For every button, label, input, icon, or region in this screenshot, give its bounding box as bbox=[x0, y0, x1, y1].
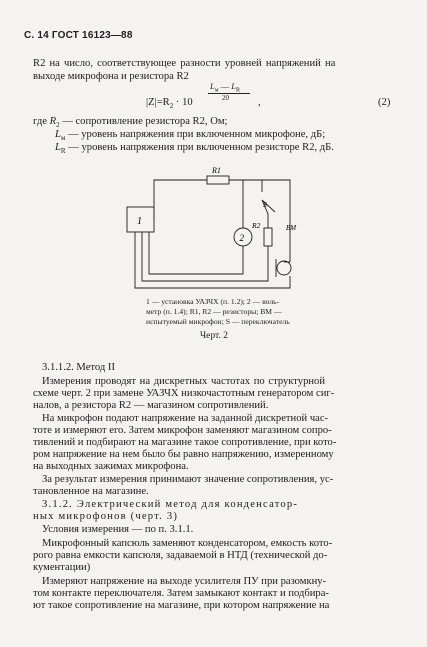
where-line-2: $L_м$ — уровень напряжения при включенном микрофоне, дБ; bbox=[55, 129, 326, 143]
para-5-line-1: Микрофонный капсюль заменяют конденсатором, емкость кото- bbox=[42, 538, 333, 549]
para-4-line-1: Условия измерения — по п. 3.1.1. bbox=[42, 524, 194, 535]
para-5-line-3: кументации) bbox=[33, 562, 91, 573]
para-1-line-2: схеме черт. 2 при замене УАЗЧХ низкочастотным генератором сиг- bbox=[33, 388, 335, 399]
label-r1: R1 bbox=[212, 166, 221, 175]
para-2-line-3: тивлений и подбирают на магазине такое сопротивление, при кото- bbox=[33, 437, 337, 448]
wire-r2-branch bbox=[262, 180, 268, 274]
para-2-line-1: На микрофон подают напряжение на заданной дискретной час- bbox=[42, 413, 329, 424]
where-line-1: где $R_2$ — сопротивление резистора R2, Ом; bbox=[33, 116, 228, 130]
wire-top bbox=[154, 180, 290, 262]
wire-bottom-3 bbox=[149, 232, 243, 274]
para-6-line-3: ют такое сопротивление на магазине, при котором напряжение на bbox=[33, 600, 330, 611]
label-r2: R2 bbox=[252, 221, 261, 230]
formula-exponent-numerator: $L_м$ — $L_R$ bbox=[210, 81, 241, 94]
para-2-line-2: тоте и измеряют его. Затем микрофон заменяют магазином сопро- bbox=[33, 425, 332, 436]
formula-comma: , bbox=[258, 97, 261, 108]
para-1-line-3: налов, а резистора R2 — магазином сопротивлений. bbox=[33, 400, 269, 411]
intro-line-1: R2 на число, соответствующее разности уровней напряжений на bbox=[33, 58, 336, 69]
formula-exponent-denominator: 20 bbox=[222, 94, 229, 102]
formula-dot-ten: · 10 bbox=[173, 97, 193, 108]
figure-label: Черт. 2 bbox=[200, 331, 228, 341]
microphone-bm bbox=[277, 261, 291, 275]
where-line-3: $L_R$ — уровень напряжения при включенном резисторе R2, дБ. bbox=[55, 142, 334, 156]
formula-lhs-sub: 2 bbox=[169, 102, 174, 111]
para-3-line-1: За результат измерения принимают значение сопротивления, ус- bbox=[42, 474, 334, 485]
section-3-1-2-heading-line-1: 3.1.2. Электрический метод для конденсатор- bbox=[42, 499, 299, 510]
wire-bottom-1 bbox=[135, 232, 290, 288]
label-s: S bbox=[263, 200, 267, 209]
section-3-1-2-heading-line-2: ных микрофонов (черт. 3) bbox=[33, 511, 179, 522]
label-meter: 2 bbox=[239, 233, 244, 243]
section-3-1-1-2-heading: 3.1.1.2. Метод II bbox=[42, 362, 115, 373]
para-2-line-5: на выходных зажимах микрофона. bbox=[33, 461, 189, 472]
formula-lhs: |Z|=R bbox=[146, 97, 170, 108]
page-header: С. 14 ГОСТ 16123—88 bbox=[24, 30, 133, 41]
para-3-line-2: тановленное на магазине. bbox=[33, 486, 149, 497]
formula-number: (2) bbox=[378, 97, 391, 108]
para-6-line-1: Измеряют напряжение на выходе усилителя ПУ при разомкну- bbox=[42, 576, 327, 587]
resistor-r2 bbox=[264, 228, 272, 246]
para-6-line-2: том контакте переключателя. Затем замыкают контакт и подбира- bbox=[33, 588, 329, 599]
resistor-r1 bbox=[207, 176, 229, 184]
label-block-1: 1 bbox=[137, 216, 142, 227]
para-2-line-4: ром напряжение на нем было бы равно напряжению, измеренному bbox=[33, 449, 334, 460]
caption-line-1: 1 — установка УАЗЧХ (п. 1.2); 2 — воль- bbox=[146, 297, 280, 306]
caption-line-3: испытуемый микрофон; S — переключатель bbox=[146, 317, 290, 326]
intro-line-2: выходе микрофона и резистора R2 bbox=[33, 71, 189, 82]
para-5-line-2: рого равна емкости капсюля, задаваемой в НТД (технической до- bbox=[33, 550, 328, 561]
para-1-line-1: Измерения проводят на дискретных частотах по структурной bbox=[42, 376, 326, 387]
caption-line-2: метр (п. 1.4); R1, R2 — резисторы; BM — bbox=[146, 307, 282, 316]
label-bm: BM bbox=[286, 224, 297, 232]
